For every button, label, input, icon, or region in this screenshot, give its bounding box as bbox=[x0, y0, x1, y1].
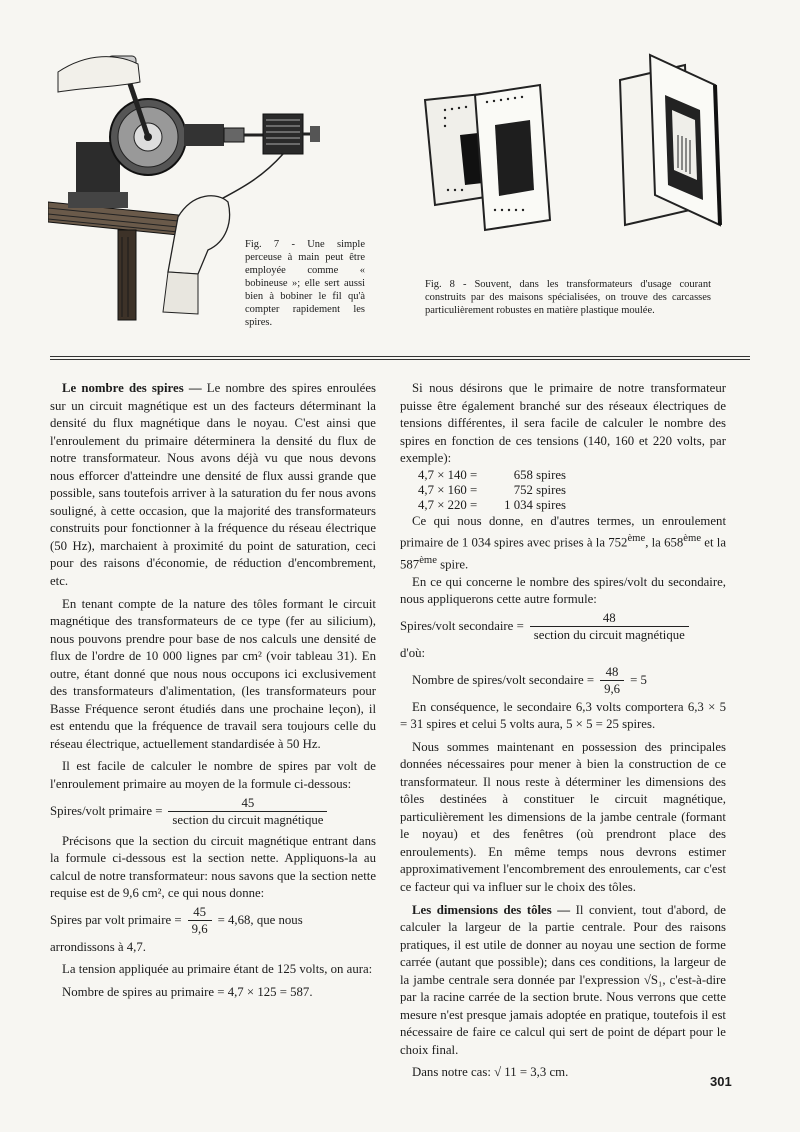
formula-spires-volt-primaire: Spires/volt primaire = $\frac{45}{\text{section du circuit magnétique}}$ bbox=[50, 796, 376, 828]
figure-7-caption: Fig. 7 - Une simple perceuse à main peut être employée comme « bobineuse »; elle sert aussi bien à bobiner le fil qu'à compter rapidement les spires. bbox=[245, 239, 365, 328]
section-heading: Le nombre des spires — bbox=[62, 381, 202, 395]
paragraph: En tenant compte de la nature des tôles formant le circuit magnétique des transformateurs de ce type (fer au silicium), nous pouvons prendre pour base de nos calculs une densité de flux de l'ordre de 10 000 lignes par cm² (voir tableau 31). En outre, étant donné que nous nous occupons ici exclusivement des transformateurs d'alimentation, (les transformateurs pour Basse Fréquence seront étudiés dans une prochaine leçon), il est entendu que la fréquence de travail sera toujours celle du réseau électrique, actuellement standardisée à 50 Hz. bbox=[50, 596, 376, 751]
page-number: 301 bbox=[710, 1074, 732, 1089]
horizontal-rule bbox=[50, 356, 750, 357]
paragraph: Précisons que la section du circuit magnétique entrant dans la formule ci-dessous est la section nette. Appliquons-la au calcul de notre transformateur: nous savons que la section nette requise est de 9,6 cm², ce qui nous donne: bbox=[50, 833, 376, 901]
calculation-list bbox=[400, 468, 726, 513]
formula-spires-par-volt-primaire: Spires par volt primaire = $\frac{45}{9,6}$ = 4,68, que nous bbox=[50, 904, 303, 936]
paragraph: Ce qui nous donne, en d'autres termes, un enroulement primaire de 1 034 spires avec prises à la 752ème, la 658ème et la 587ème spire. bbox=[400, 513, 726, 572]
left-column bbox=[50, 380, 376, 1001]
paragraph: Le nombre des spires — Le nombre des spires enroulées sur un circuit magnétique est un des facteurs déterminant la densité du flux magnétique dans le noyau. C'est ainsi que l'enroulement du primaire déterminera la densité du flux de notre transformateur. Nous avons déjà vu que nous devons nous efforcer d'atteindre une densité de flux aussi grande que possible, sans toutefois arriver à la saturation du fer nous avons souligné, à cette occasion, que la majorité des transformateurs construits pour fonctionner à la fréquence du réseau électrique (50 Hz), marchaient à proximité du point de saturation, ceci pour des raisons d'économie, de réduction d'encombrement, etc. bbox=[50, 381, 376, 589]
horizontal-rule bbox=[50, 359, 750, 360]
calculation-row: 4,7 × 160 = 752 spires bbox=[418, 482, 566, 497]
formula-nombre-spires-volt-secondaire: Nombre de spires/volt secondaire = $\frac{48}{9,6}$ = 5 bbox=[412, 664, 647, 696]
fraction: $\frac{48}{\text{section du circuit magnétique}}$ bbox=[530, 611, 689, 643]
fraction: $\frac{48}{9,6}$ bbox=[600, 665, 624, 697]
paragraph: Nombre de spires au primaire = 4,7 × 125 = 587. bbox=[62, 984, 313, 999]
fraction: $\frac{45}{9,6}$ bbox=[188, 905, 212, 937]
figure-8-caption: Fig. 8 - Souvent, dans les transformateurs d'usage courant construits par des maisons spécialisées, on trouve des carcasses particulièrement robustes en matière plastique moulée. bbox=[425, 279, 711, 316]
paragraph: En ce qui concerne le nombre des spires/volt du secondaire, nous appliquerons cette autre formule: bbox=[400, 574, 726, 607]
calculation-row: 4,7 × 220 = 1 034 spires bbox=[418, 497, 566, 512]
paragraph: En conséquence, le secondaire 6,3 volts comportera 6,3 × 5 = 31 spires et celui 5 volts aura, 5 × 5 = 25 spires. bbox=[400, 699, 726, 732]
section-heading: Les dimensions des tôles — bbox=[412, 902, 571, 917]
paragraph: Si nous désirons que le primaire de notre transformateur puisse être également branché sur des réseaux électriques de tensions différentes, il sera facile de calculer le nombre des spires en fonction de ces tensions (140, 160 et 220 volts, par exemple): bbox=[400, 381, 726, 466]
paragraph: d'où: bbox=[400, 646, 426, 660]
calculation-row: 4,7 × 140 = 658 spires bbox=[418, 467, 566, 482]
paragraph: Il est facile de calculer le nombre de spires par volt de l'enroulement primaire au moyen de la formule ci-dessous: bbox=[50, 759, 376, 792]
paragraph: Dans notre cas: √ 11 = 3,3 cm. bbox=[412, 1065, 569, 1080]
fraction: $\frac{45}{\text{section du circuit magnétique}}$ bbox=[168, 796, 327, 828]
formula-spires-volt-secondaire: Spires/volt secondaire = $\frac{48}{\text{section du circuit magnétique}}$ bbox=[400, 611, 726, 643]
figure-8-coil-formers-illustration bbox=[410, 40, 730, 280]
right-column bbox=[400, 380, 726, 1082]
paragraph: La tension appliquée au primaire étant de 125 volts, on aura: bbox=[62, 962, 373, 977]
paragraph: Nous sommes maintenant en possession des principales données nécessaires pour mener à bien la construction de ce transformateur. Il nous reste à déterminer les dimensions des tôles destinées à constituer le circuit magnétique, particulièrement les dimensions de la jambe centrale (formant le noyau) et des fenêtres (où prendront place des enroulements). En même temps nous devrons estimer approximativement l'encombrement des enroulements, car c'est ce facteur qui va influer sur le choix des tôles. bbox=[400, 739, 726, 895]
paragraph: Les dimensions des tôles — Il convient, tout d'abord, de calculer la largeur de la partie centrale. Pour des raisons pratiques, il est utile de donner au noyau une section de forme carrée (autant que possible); dans ces conditions, la largeur de la jambe centrale sera donnée par l'expression √S₁, c'est-à-dire par la racine carrée de la section brute. Nous verrons que cette mesure n'est presque jamais adoptée en pratique, toutefois il est nécessaire de faire ce calcul qui sert de point de départ pour le choix final. bbox=[400, 902, 726, 1057]
paragraph: arrondissons à 4,7. bbox=[50, 939, 146, 954]
